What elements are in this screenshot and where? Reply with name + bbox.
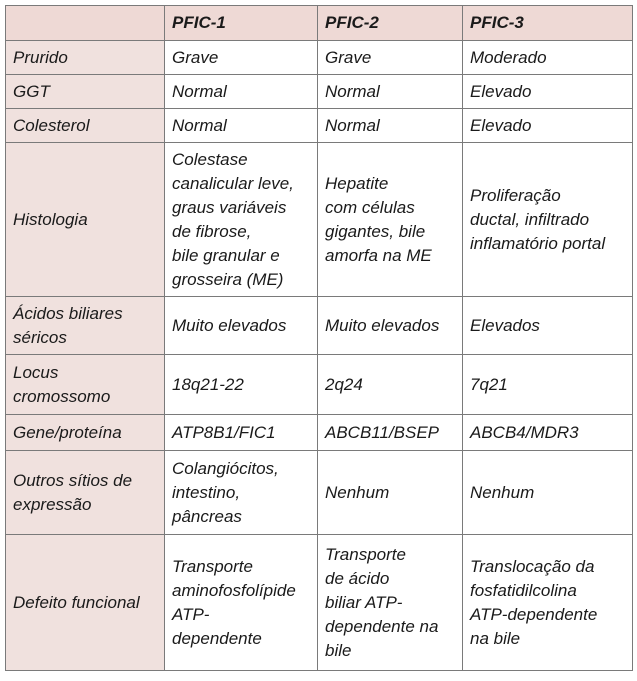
cell-pfic-3: Translocação da fosfatidilcolina ATP-dependente na bile (463, 535, 633, 671)
row-label: Defeito funcional (6, 535, 165, 671)
cell-pfic-3: Nenhum (463, 451, 633, 535)
row-label: Outros sítios de expressão (6, 451, 165, 535)
row-locus (6, 355, 633, 415)
row-histologia (6, 143, 633, 297)
header-empty-cell (6, 6, 165, 41)
cell-pfic-1: Normal (165, 109, 318, 143)
row-label: GGT (6, 75, 165, 109)
cell-pfic-1: Muito elevados (165, 297, 318, 355)
row-ggt (6, 75, 633, 109)
cell-pfic-1: Normal (165, 75, 318, 109)
cell-pfic-2: Normal (318, 75, 463, 109)
cell-pfic-2: Grave (318, 41, 463, 75)
row-label: Prurido (6, 41, 165, 75)
row-prurido (6, 41, 633, 75)
row-label: Colesterol (6, 109, 165, 143)
cell-pfic-3: Proliferação ductal, infiltrado inflamatório portal (463, 143, 633, 297)
cell-pfic-2: ABCB11/BSEP (318, 415, 463, 451)
header-row (6, 6, 633, 41)
cell-pfic-2: Transporte de ácido biliar ATP- dependente na bile (318, 535, 463, 671)
cell-pfic-2: Hepatite com células gigantes, bile amorfa na ME (318, 143, 463, 297)
header-pfic-3: PFIC-3 (463, 6, 633, 41)
row-outros-sitios (6, 451, 633, 535)
row-label: Locus cromossomo (6, 355, 165, 415)
row-acidos-biliares (6, 297, 633, 355)
row-label: Ácidos biliares séricos (6, 297, 165, 355)
header-pfic-2: PFIC-2 (318, 6, 463, 41)
cell-pfic-1: Colangiócitos, intestino, pâncreas (165, 451, 318, 535)
pfic-comparison-table (5, 5, 633, 671)
cell-pfic-3: 7q21 (463, 355, 633, 415)
cell-pfic-3: Elevado (463, 109, 633, 143)
cell-pfic-1: ATP8B1/FIC1 (165, 415, 318, 451)
cell-pfic-1: Colestase canalicular leve, graus variáveis de fibrose, bile granular e grosseira (ME) (165, 143, 318, 297)
cell-pfic-3: Elevados (463, 297, 633, 355)
cell-pfic-1: Transporte aminofosfolípide ATP- dependente (165, 535, 318, 671)
cell-pfic-3: Elevado (463, 75, 633, 109)
cell-pfic-1: Grave (165, 41, 318, 75)
cell-pfic-1: 18q21-22 (165, 355, 318, 415)
cell-pfic-2: 2q24 (318, 355, 463, 415)
header-pfic-1: PFIC-1 (165, 6, 318, 41)
cell-pfic-2: Normal (318, 109, 463, 143)
row-label: Gene/proteína (6, 415, 165, 451)
row-colesterol (6, 109, 633, 143)
cell-pfic-2: Muito elevados (318, 297, 463, 355)
row-label: Histologia (6, 143, 165, 297)
cell-pfic-3: ABCB4/MDR3 (463, 415, 633, 451)
row-defeito-funcional (6, 535, 633, 671)
cell-pfic-2: Nenhum (318, 451, 463, 535)
row-gene (6, 415, 633, 451)
cell-pfic-3: Moderado (463, 41, 633, 75)
